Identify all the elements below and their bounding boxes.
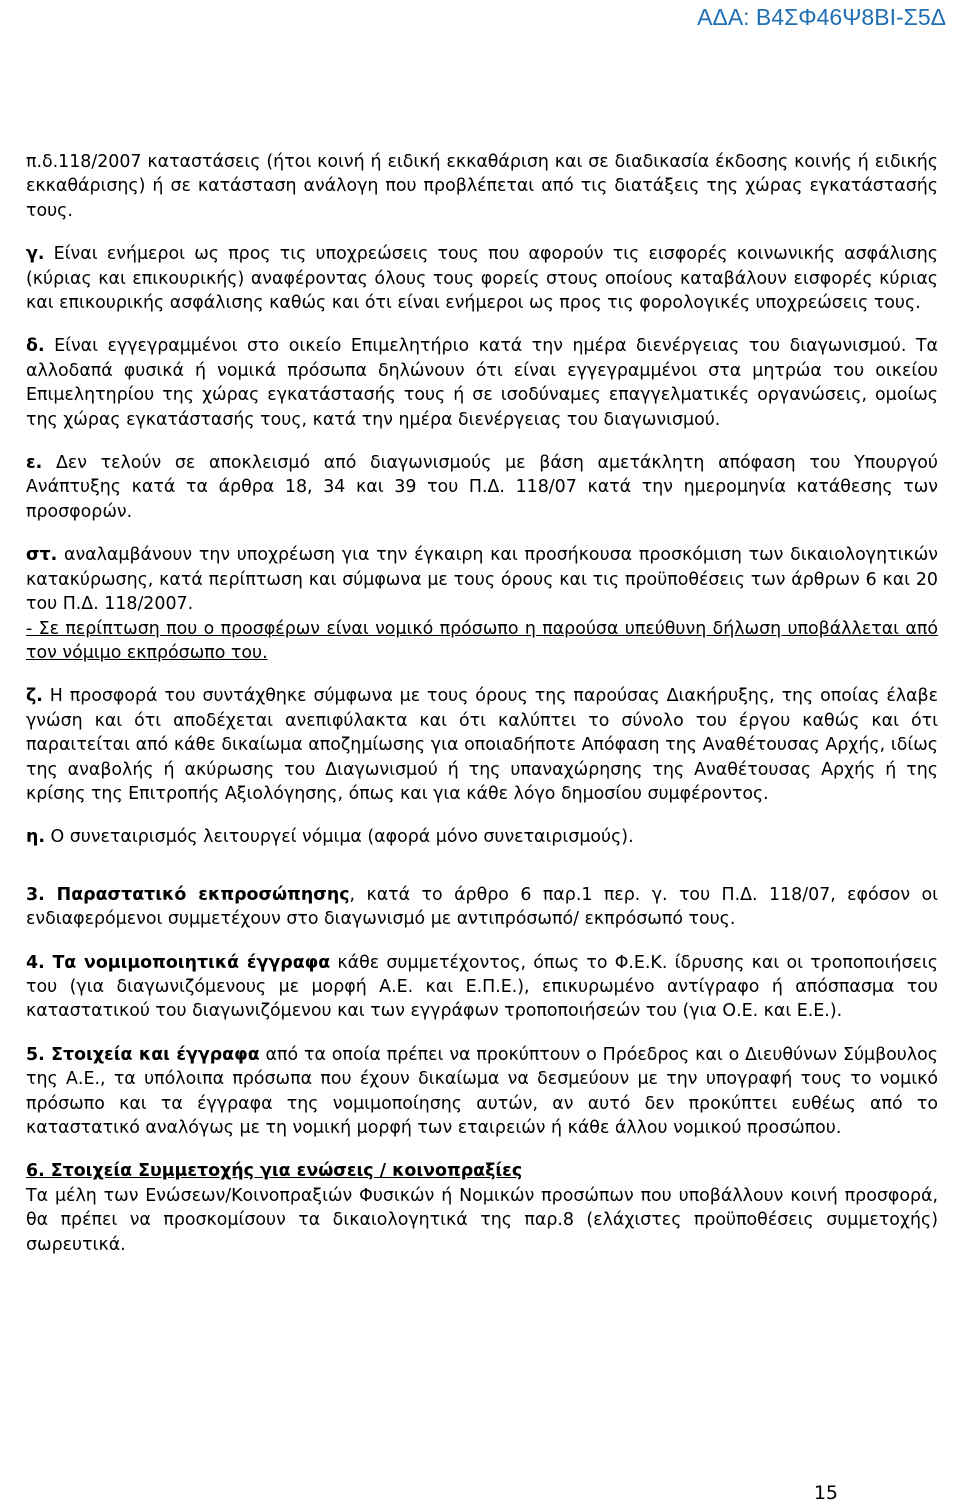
item-text-e: Δεν τελούν σε αποκλεισμό από διαγωνισμούς με βάση αμετάκλητη απόφαση του Υπουργού Ανάπτυξης κατά τα άρθρα 18, 34 και 39 του Π.Δ. 118/07 κατά την ημερομηνία κατάθεσης των προσφορών. <box>26 453 938 522</box>
item-label-h: η. <box>26 827 45 848</box>
paragraph-st-note: - Σε περίπτωση που ο προσφέρων είναι νομικό πρόσωπο η παρούσα υπεύθυνη δήλωση υποβάλλεται από τον νόμιμο εκπρόσωπο του. <box>26 618 938 663</box>
section-5-text: από τα οποία πρέπει να προκύπτουν ο Πρόεδρος και ο Διευθύνων Σύμβουλος της Α.Ε., τα υπόλοιπα πρόσωπα που έχουν δικαίωμα να δεσμεύουν με την υπογραφή τους το νομικό πρόσωπο και τα έγγραφα της νομιμοποίησης αυτών, αν αυτό δεν προκύπτει ευθέως από το καταστατικό αναλόγως με τη νομική μορφή των εταιρειών ή κάθε άλλου νομικού προσώπου. <box>26 1044 939 1138</box>
item-text-d: Είναι εγγεγραμμένοι στο οικείο Επιμελητήριο κατά την ημέρα διενέργειας του διαγωνισμού. Τα αλλοδαπά φυσικά ή νομικά πρόσωπα δηλώνουν ότι είναι εγγεγραμμένοι στα μητρώα του οικείου Επιμελητηρίου της χώρας εγκατάστασής τους ή σε ισοδύναμες επαγγελματικές οργανώσεις, ομοίως της χώρας εγκατάστασής τους, κατά την ημέρα διενέργειας του διαγωνισμού. <box>26 336 938 430</box>
section-4-text: κάθε συμμετέχοντος, όπως το Φ.Ε.Κ. ίδρυσης και οι τροποποιήσεις του (για διαγωνιζόμενους με μορφή Α.Ε. και Ε.Π.Ε.), επικυρωμένο αντίγραφο ή απόσπασμα του καταστατικού του διαγωνιζόμενου και των εγγράφων τροποποιήσεών του (για Ο.Ε. και Ε.Ε.). <box>26 952 938 1022</box>
section-3 <box>26 883 938 932</box>
item-label-d: δ. <box>26 336 45 357</box>
section-5-heading: 5. Στοιχεία και έγγραφα <box>26 1044 260 1065</box>
paragraph-g <box>26 242 938 315</box>
section-3-heading: 3. Παραστατικό εκπροσώπησης <box>26 884 350 905</box>
page-number: 15 <box>813 1482 838 1504</box>
item-label-st: στ. <box>26 545 58 566</box>
item-text-g: Είναι ενήμεροι ως προς τις υποχρεώσεις τους που αφορούν τις εισφορές κοινωνικής ασφάλισης (κύριας και επικουρικής) αναφέροντας όλους τους φορείς στους οποίους καταβάλουν εισφορές κύριας και επικουρικής ασφάλισης καθώς και ότι είναι ενήμεροι ως προς τις φορολογικές υποχρεώσεις τους. <box>26 244 938 314</box>
paragraph-st <box>26 543 938 616</box>
item-text-h: Ο συνεταιρισμός λειτουργεί νόμιμα (αφορά μόνο συνεταιρισμούς). <box>45 827 634 848</box>
section-4 <box>26 951 938 1024</box>
item-label-z: ζ. <box>26 686 43 707</box>
item-text-st: αναλαμβάνουν την υποχρέωση για την έγκαιρη και προσήκουσα προσκόμιση των δικαιολογητικών κατακύρωσης, κατά περίπτωση και σύμφωνα με τους όρους και τις προϋποθέσεις των άρθρων 6 και 20 του Π.Δ. 118/2007. <box>26 545 938 615</box>
item-text-z: Η προσφορά του συντάχθηκε σύμφωνα με τους όρους της παρούσας Διακήρυξης, της οποίας έλαβε γνώση και ότι αποδέχεται ανεπιφύλακτα και ότι καλύπτει το σύνολο του έργου καθώς και ότι παραιτείται από κάθε δικαίωμα αποζημίωσης για οποιαδήποτε Απόφαση της Αναθέτουσας Αρχής, ιδίως της αναβολής ή ακύρωσης του Διαγωνισμού ή της υπαναχώρησης της Αναθέτουσας Αρχής ή της κρίσης της Επιτροπής Αξιολόγησης, όπως και για κάθε λόγο δημοσίου συμφέροντος. <box>26 686 938 804</box>
item-label-e: ε. <box>26 453 43 474</box>
paragraph-e <box>26 451 938 524</box>
section-3-text: , κατά το άρθρο 6 παρ.1 περ. γ. του Π.Δ. 118/07, εφόσον οι ενδιαφερόμενοι συμμετέχουν στο διαγωνισμό με αντιπρόσωπό/ εκπρόσωπό τους. <box>26 884 939 930</box>
section-4-heading: 4. Τα νομιμοποιητικά έγγραφα <box>26 952 331 973</box>
paragraph-continuation: π.δ.118/2007 καταστάσεις (ήτοι κοινή ή ειδική εκκαθάριση και σε διαδικασία έκδοσης κοινής ή ειδικής εκκαθάρισης) ή σε κατάσταση ανάλογη που προβλέπεται από τις διατάξεις της χώρας εγκατάστασής τους. <box>26 152 938 221</box>
paragraph-h <box>26 825 938 849</box>
paragraph-d <box>26 334 938 432</box>
section-6-heading: 6. Στοιχεία Συμμετοχής για ενώσεις / κοινοπραξίες <box>26 1161 523 1182</box>
section-6-heading-line <box>26 1159 938 1183</box>
section-6-text: Τα μέλη των Ενώσεων/Κοινοπραξιών Φυσικών ή Νομικών προσώπων που υποβάλλουν κοινή προσφορά, θα πρέπει να προσκομίσουν τα δικαιολογητικά της παρ.8 (ελάχιστες προϋποθέσεις συμμετοχής) σωρευτικά. <box>26 1185 938 1255</box>
ada-code: ΑΔΑ: Β4ΣΦ46Ψ8ΒΙ-Σ5Δ <box>697 4 946 30</box>
document-body <box>26 150 938 1257</box>
paragraph-z <box>26 684 938 806</box>
item-label-g: γ. <box>26 244 45 265</box>
section-5 <box>26 1043 938 1141</box>
